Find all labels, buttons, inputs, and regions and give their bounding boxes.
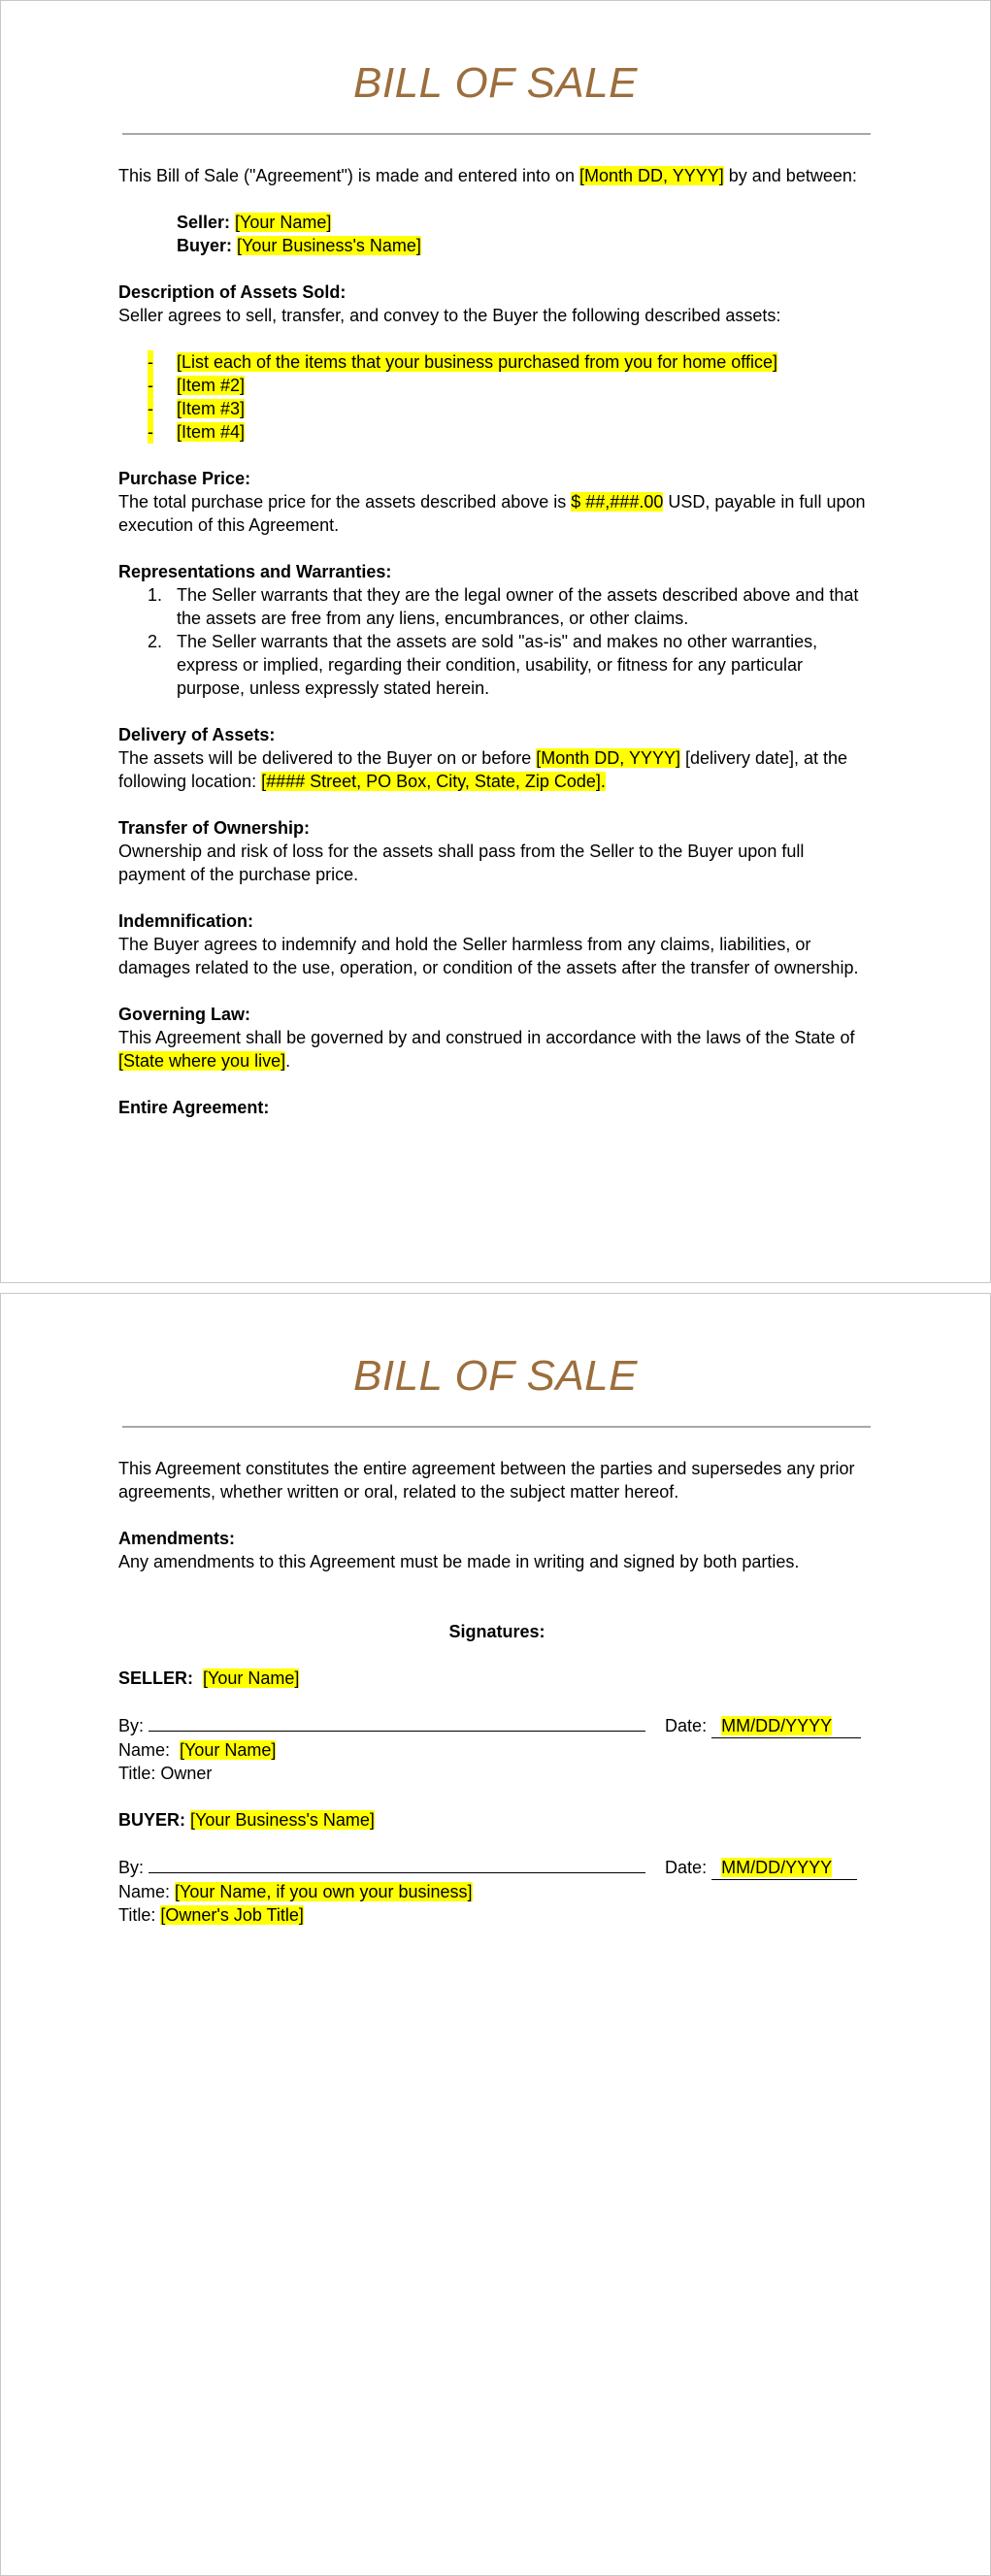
seller-sig-name-field: [Your Name] [203, 1668, 300, 1688]
delivery-date-field: [Month DD, YYYY] [536, 748, 680, 768]
signatures-heading: Signatures: [448, 1622, 545, 1641]
buyer-name-field: [Your Business's Name] [237, 236, 421, 255]
seller-label: Seller: [177, 213, 231, 232]
delivery-paragraph [118, 746, 875, 793]
seller-date-label: Date: [665, 1716, 708, 1735]
price-paragraph [118, 490, 875, 537]
entire-agreement-text: This Agreement constitutes the entire agreement between the parties and supersedes any prior agreements, whether written or oral, related to the subject matter hereof. [118, 1459, 855, 1502]
asset-item-text: [Item #3] [177, 399, 246, 418]
document-title: BILL OF SALE [353, 59, 638, 107]
governing-text-before: This Agreement shall be governed by and construed in accordance with the laws of the State of [118, 1028, 855, 1047]
price-text-before: The total purchase price for the assets described above is [118, 492, 572, 512]
list-bullet: - [148, 376, 153, 395]
intro-text-after: by and between: [723, 166, 857, 185]
delivery-heading: Delivery of Assets: [118, 725, 276, 744]
warranties-heading: Representations and Warranties: [118, 562, 392, 581]
amendments-heading: Amendments: [118, 1529, 236, 1548]
buyer-title-line [118, 1903, 875, 1927]
buyer-name-label: Name: [118, 1882, 171, 1901]
price-amount-field: $ ##,###.00 [571, 492, 664, 512]
delivery-location-field: [#### Street, PO Box, City, State, Zip Code]. [261, 772, 606, 791]
warranty-text: The Seller warrants that the assets are sold "as-is" and makes no other warranties, express or implied, regarding their condition, usability, or fitness for any particular purpose, unless expressly stated herein. [177, 632, 818, 698]
governing-law-heading: Governing Law: [118, 1005, 251, 1024]
list-bullet: - [148, 399, 153, 418]
seller-signature-header [118, 1667, 875, 1690]
asset-item-text: [List each of the items that your business purchased from you for home office] [177, 352, 777, 372]
buyer-signature-line[interactable] [149, 1855, 645, 1873]
buyer-title-field: [Owner's Job Title] [160, 1905, 304, 1925]
seller-signature-line[interactable] [149, 1713, 645, 1732]
seller-date-field[interactable] [711, 1714, 861, 1738]
price-heading: Purchase Price: [118, 469, 251, 488]
governing-law-paragraph [118, 1026, 875, 1073]
governing-text-after: . [285, 1051, 291, 1071]
title-divider [122, 133, 871, 135]
list-item [118, 420, 875, 444]
indemnification-heading: Indemnification: [118, 911, 253, 931]
assets-text: Seller agrees to sell, transfer, and convey to the Buyer the following described assets: [118, 306, 781, 325]
seller-name-label: Name: [118, 1740, 171, 1760]
delivery-text-before: The assets will be delivered to the Buyer on or before [118, 748, 537, 768]
list-item [118, 630, 875, 700]
buyer-date-value: MM/DD/YYYY [721, 1858, 833, 1877]
amendments-text: Any amendments to this Agreement must be made in writing and signed by both parties. [118, 1552, 800, 1571]
seller-by-line [118, 1713, 875, 1738]
asset-item-text: [Item #2] [177, 376, 246, 395]
buyer-printed-name-field: [Your Name, if you own your business] [175, 1882, 473, 1901]
buyer-by-line [118, 1855, 875, 1880]
buyer-by-label: By: [118, 1858, 145, 1877]
indemnification-text: The Buyer agrees to indemnify and hold the Seller harmless from any claims, liabilities, or damages related to the use, operation, or condition of the assets after the transfer of ownership. [118, 935, 859, 977]
list-bullet: - [148, 352, 153, 372]
buyer-title-label: Title: [118, 1905, 156, 1925]
price-text-after: USD, payable in full upon execution of this Agreement. [118, 492, 866, 535]
list-item [118, 350, 875, 374]
document-title: BILL OF SALE [353, 1352, 638, 1400]
assets-heading: Description of Assets Sold: [118, 282, 347, 302]
assets-list [118, 350, 875, 444]
seller-title-line [118, 1762, 875, 1785]
warranties-list [118, 583, 875, 700]
buyer-party-line [118, 234, 875, 257]
buyer-name-line [118, 1880, 875, 1903]
delivery-text-middle: [delivery date], at the following location: [118, 748, 848, 791]
seller-party-line [118, 211, 875, 234]
asset-item-text: [Item #4] [177, 422, 246, 442]
page-1-content [118, 164, 875, 1119]
buyer-date-field[interactable] [711, 1856, 857, 1880]
buyer-signature-header [118, 1808, 875, 1832]
entire-agreement-heading: Entire Agreement: [118, 1098, 270, 1117]
intro-text-before: This Bill of Sale ("Agreement") is made and entered into on [118, 166, 580, 185]
buyer-label: Buyer: [177, 236, 233, 255]
warranty-text: The Seller warrants that they are the legal owner of the assets described above and that the assets are free from any liens, encumbrances, or other claims. [177, 585, 859, 628]
list-item [118, 397, 875, 420]
seller-name-field: [Your Name] [235, 213, 332, 232]
seller-by-label: By: [118, 1716, 145, 1735]
buyer-sig-name-field: [Your Business's Name] [190, 1810, 375, 1830]
seller-title-label: Title: [118, 1764, 156, 1783]
intro-paragraph [118, 164, 875, 187]
agreement-date-field: [Month DD, YYYY] [579, 166, 724, 185]
seller-date-value: MM/DD/YYYY [721, 1716, 833, 1735]
buyer-sig-label: BUYER: [118, 1810, 186, 1830]
list-item [118, 583, 875, 630]
seller-printed-name-field: [Your Name] [180, 1740, 277, 1760]
list-item [118, 374, 875, 397]
page-2-content [118, 1457, 875, 1927]
list-number: 1. [148, 585, 163, 605]
governing-state-field: [State where you live] [118, 1051, 286, 1071]
transfer-text: Ownership and risk of loss for the assets shall pass from the Seller to the Buyer upon full payment of the purchase price. [118, 842, 805, 884]
document-page-1 [0, 0, 991, 1283]
list-bullet: - [148, 422, 153, 442]
seller-name-line [118, 1738, 875, 1762]
seller-title-value: Owner [160, 1764, 213, 1783]
transfer-heading: Transfer of Ownership: [118, 818, 311, 838]
list-number: 2. [148, 632, 163, 651]
title-divider [122, 1426, 871, 1428]
document-page-2 [0, 1293, 991, 2576]
buyer-date-label: Date: [665, 1858, 708, 1877]
seller-sig-label: SELLER: [118, 1668, 194, 1688]
